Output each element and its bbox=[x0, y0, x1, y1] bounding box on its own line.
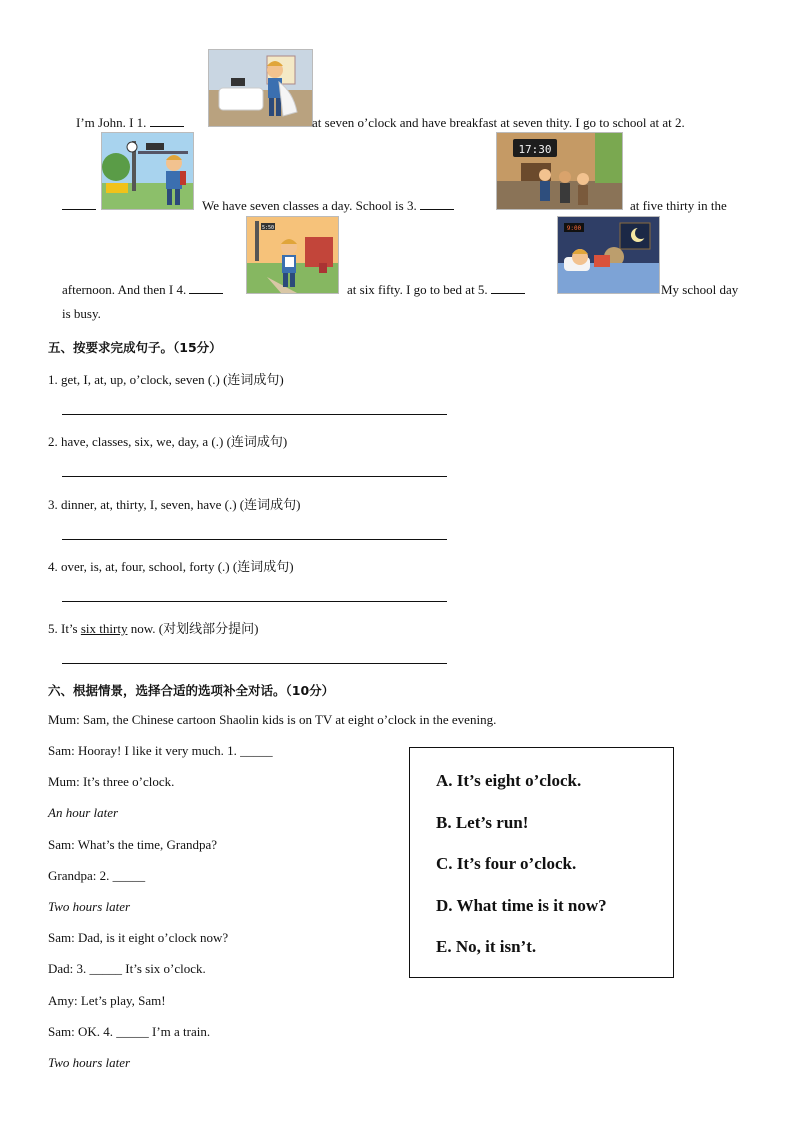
picture-go-home bbox=[246, 216, 339, 294]
option-a: A. It’s eight o’clock. bbox=[436, 771, 582, 790]
passage-line-2-end bbox=[630, 198, 727, 214]
section-5-item-2: 2. have, classes, six, we, day, a (.) (连词成句) bbox=[48, 434, 288, 449]
section-5-item-5 bbox=[48, 618, 258, 637]
passage-line-1-end bbox=[312, 115, 685, 131]
dialogue-line: Sam: OK. 4. _____ I’m a train. bbox=[48, 1024, 211, 1039]
answer-line-4[interactable] bbox=[62, 601, 447, 602]
picture-bus-stop bbox=[101, 132, 194, 210]
passage-line-3-end bbox=[661, 282, 738, 298]
passage-text: afternoon. And then I 4. bbox=[62, 282, 187, 297]
item-5-underlined-part: six thirty bbox=[80, 621, 128, 636]
picture-go-to-bed bbox=[557, 216, 660, 294]
section-6-title: 六、根据情景，选择合适的选项补全对话。（10分） bbox=[48, 683, 335, 698]
school-over-illustration bbox=[497, 133, 622, 209]
item-5-suffix: now. (对划线部分提问) bbox=[130, 621, 259, 636]
dialogue-line: Dad: 3. _____ It’s six o’clock. bbox=[48, 961, 206, 976]
passage-line-1-start bbox=[76, 115, 184, 131]
go-to-bed-illustration bbox=[558, 217, 659, 293]
item-5-prefix: 5. It’s bbox=[48, 621, 78, 636]
answer-blank[interactable] bbox=[62, 198, 96, 210]
passage-line-3-start bbox=[62, 282, 223, 298]
go-home-illustration bbox=[247, 217, 338, 293]
answer-line-3[interactable] bbox=[62, 539, 447, 540]
dialogue-line: Sam: Dad, is it eight o’clock now? bbox=[48, 930, 229, 945]
bedside-clock: 9:00 bbox=[566, 225, 582, 232]
answer-blank[interactable] bbox=[189, 282, 223, 294]
section-5-item-4: 4. over, is, at, four, school, forty (.) (连词成句) bbox=[48, 559, 294, 574]
passage-text: is busy. bbox=[62, 306, 101, 321]
answer-blank[interactable] bbox=[491, 282, 525, 294]
digital-clock-display: 17:30 bbox=[518, 143, 552, 156]
stage-direction: An hour later bbox=[48, 805, 119, 820]
passage-text: at five thirty in the bbox=[630, 198, 727, 213]
picture-school-over bbox=[496, 132, 623, 210]
dialogue-line: Grandpa: 2. _____ bbox=[48, 868, 146, 883]
options-box bbox=[409, 747, 674, 978]
passage-line-2-mid bbox=[202, 198, 454, 214]
dialogue-line: Amy: Let’s play, Sam! bbox=[48, 993, 166, 1008]
passage-text: at six fifty. I go to bed at 5. bbox=[347, 282, 488, 297]
stage-direction: Two hours later bbox=[48, 1055, 131, 1070]
picture-get-up bbox=[208, 49, 313, 127]
dialogue-line: Sam: What’s the time, Grandpa? bbox=[48, 837, 218, 852]
answer-blank[interactable] bbox=[150, 115, 184, 127]
passage-text: We have seven classes a day. School is 3. bbox=[202, 198, 417, 213]
passage-text: My school day bbox=[661, 282, 739, 297]
option-e: E. No, it isn’t. bbox=[436, 937, 537, 956]
option-d: D. What time is it now? bbox=[436, 896, 607, 915]
get-up-illustration bbox=[209, 50, 312, 126]
passage-line-4 bbox=[62, 306, 101, 322]
dialogue-line: Sam: Hooray! I like it very much. 1. _____ bbox=[48, 743, 273, 758]
section-5-item-3: 3. dinner, at, thirty, I, seven, have (.) (连词成句) bbox=[48, 497, 301, 512]
option-b: B. Let’s run! bbox=[436, 813, 529, 832]
passage-text: I’m John. I 1. bbox=[76, 115, 147, 130]
section-5-title: 五、按要求完成句子。（15分） bbox=[48, 340, 222, 355]
answer-blank[interactable] bbox=[420, 198, 454, 210]
clock-display: 5:50 bbox=[261, 225, 275, 231]
stage-direction: Two hours later bbox=[48, 899, 131, 914]
passage-line-2-start bbox=[62, 198, 96, 214]
passage-line-3-mid bbox=[347, 282, 525, 298]
answer-line-1[interactable] bbox=[62, 414, 447, 415]
option-c: C. It’s four o’clock. bbox=[436, 854, 577, 873]
section-5-item-1: 1. get, I, at, up, o’clock, seven (.) (连词成句) bbox=[48, 372, 284, 387]
bus-stop-illustration bbox=[102, 133, 193, 209]
answer-line-2[interactable] bbox=[62, 476, 447, 477]
dialogue-line: Mum: Sam, the Chinese cartoon Shaolin kids is on TV at eight o’clock in the evening. bbox=[48, 712, 497, 727]
answer-line-5[interactable] bbox=[62, 663, 447, 664]
dialogue-line: Mum: It’s three o’clock. bbox=[48, 774, 175, 789]
passage-text: at seven o’clock and have breakfast at seven thity. I go to school at at 2. bbox=[312, 115, 685, 130]
